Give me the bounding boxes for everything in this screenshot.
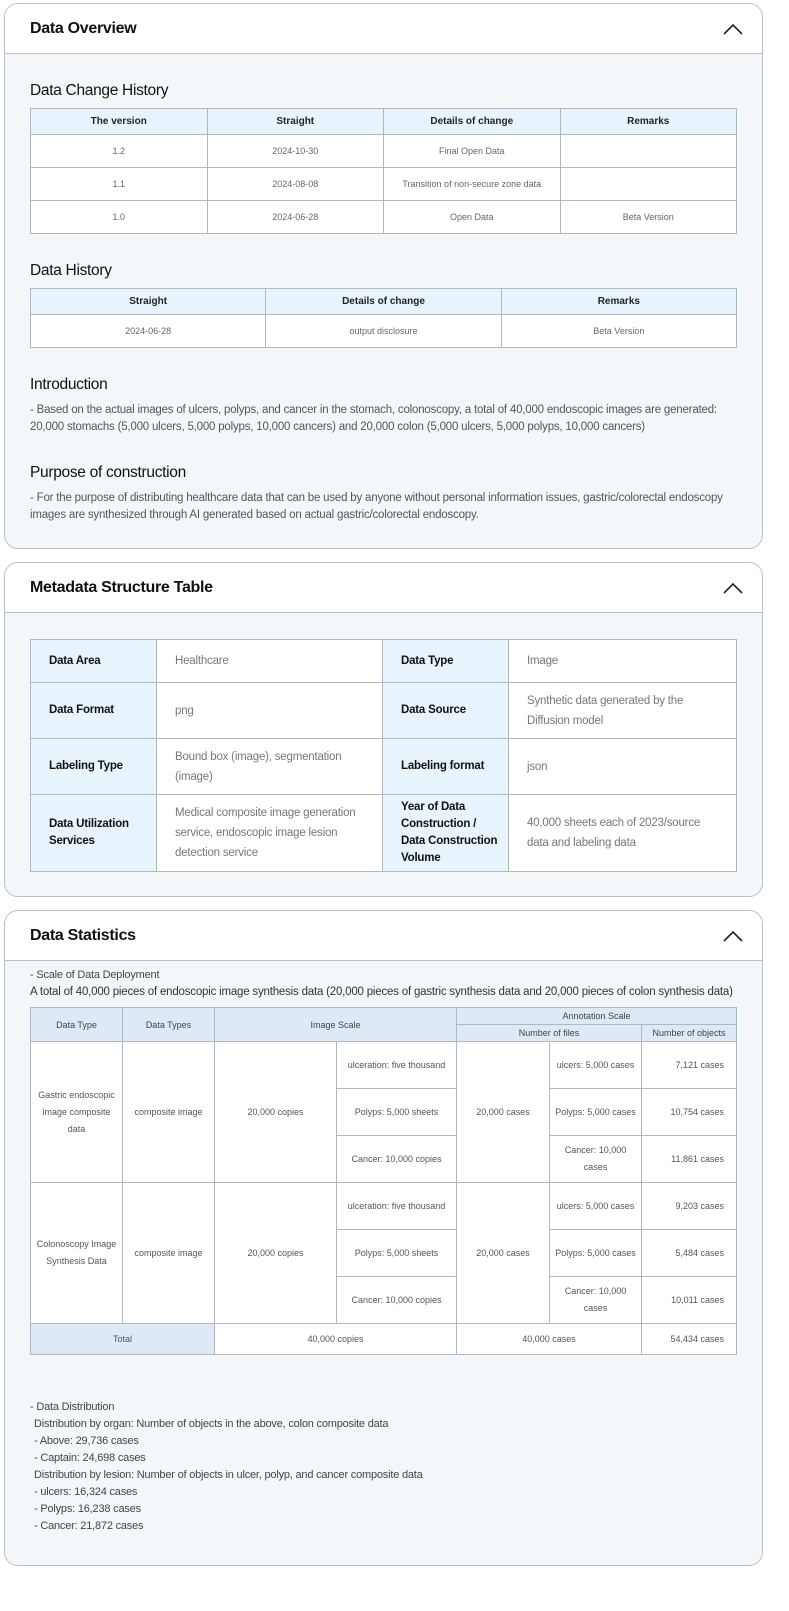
- files-count: Cancer: 10,000 cases: [550, 1136, 642, 1183]
- meta-key: Labeling format: [383, 739, 509, 795]
- introduction-heading: Introduction: [30, 376, 108, 393]
- meta-key: Data Format: [31, 683, 157, 739]
- chevron-up-icon[interactable]: [722, 577, 744, 599]
- date-cell: 2024-06-28: [31, 315, 266, 348]
- image-count: Cancer: 10,000 copies: [337, 1136, 457, 1183]
- total-row: [31, 1324, 737, 1355]
- remarks-cell: [560, 135, 737, 168]
- column-header: Data Types: [123, 1008, 215, 1042]
- group-name: Colonoscopy Image Synthesis Data: [31, 1183, 123, 1324]
- table-row: [31, 683, 737, 739]
- metadata-header[interactable]: [5, 563, 762, 613]
- distribution-line: Distribution by lesion: Number of objects in ulcer, polyp, and cancer composite data: [34, 1469, 423, 1481]
- group-name: Gastric endoscopic image composite data: [31, 1042, 123, 1183]
- files-count: Cancer: 10,000 cases: [550, 1277, 642, 1324]
- meta-value: Bound box (image), segmentation (image): [157, 739, 383, 795]
- meta-key: Year of Data Construction / Data Construction Volume: [383, 795, 509, 872]
- total-files: 40,000 cases: [457, 1324, 642, 1355]
- group-kind: composite image: [123, 1042, 215, 1183]
- meta-value: Image: [509, 640, 737, 683]
- details-cell: Transition of non-secure zone data: [384, 168, 561, 201]
- table-row: [31, 315, 737, 348]
- details-cell: output disclosure: [266, 315, 501, 348]
- remarks-cell: Beta Version: [560, 201, 737, 234]
- files-count: Polyps: 5,000 cases: [550, 1089, 642, 1136]
- image-count: ulceration: five thousand: [337, 1183, 457, 1230]
- table-row: [31, 135, 737, 168]
- details-cell: Open Data: [384, 201, 561, 234]
- date-cell: 2024-06-28: [207, 201, 384, 234]
- meta-key: Data Area: [31, 640, 157, 683]
- column-header: Straight: [31, 289, 266, 315]
- meta-value: json: [509, 739, 737, 795]
- meta-value: 40,000 sheets each of 2023/source data and labeling data: [509, 795, 737, 872]
- column-header: The version: [31, 109, 208, 135]
- version-cell: 1.1: [31, 168, 208, 201]
- column-header: Details of change: [384, 109, 561, 135]
- image-total: 20,000 copies: [215, 1042, 337, 1183]
- chevron-up-icon[interactable]: [722, 925, 744, 947]
- image-count: Polyps: 5,000 sheets: [337, 1089, 457, 1136]
- introduction-text: - Based on the actual images of ulcers, polyps, and cancer in the stomach, colonoscopy, a total of 40,000 endoscopic images are generated: 20,000 stomachs (5,000 ulcers, 5,000 polyps, 10,000 cancers) and 20,000 colon (5,000 ulcers, 5,000 polyps, 10,000 cancers): [30, 404, 717, 433]
- objects-count: 9,203 cases: [642, 1183, 737, 1230]
- chevron-up-icon[interactable]: [722, 18, 744, 40]
- data-distribution: [30, 1399, 737, 1535]
- column-header: Details of change: [266, 289, 501, 315]
- data-history-table: [30, 288, 737, 348]
- meta-key: Data Source: [383, 683, 509, 739]
- meta-value: png: [157, 683, 383, 739]
- image-count: Cancer: 10,000 copies: [337, 1277, 457, 1324]
- panel-title: Data Overview: [30, 19, 137, 37]
- purpose-text: - For the purpose of distributing healthcare data that can be used by anyone without personal information issues, gastric/colorectal endoscopy images are synthesized through AI generated based on actual gastric/colorectal endoscopy.: [30, 492, 723, 521]
- objects-count: 7,121 cases: [642, 1042, 737, 1089]
- meta-value: Medical composite image generation service, endoscopic image lesion detection service: [157, 795, 383, 872]
- purpose-heading: Purpose of construction: [30, 464, 186, 481]
- version-cell: 1.0: [31, 201, 208, 234]
- metadata-panel: [4, 562, 763, 897]
- column-header: Data Type: [31, 1008, 123, 1042]
- column-header: Annotation Scale: [457, 1008, 737, 1025]
- statistics-table: [30, 1007, 737, 1355]
- column-header: Number of objects: [642, 1025, 737, 1042]
- objects-count: 5,484 cases: [642, 1230, 737, 1277]
- change-history-table: [30, 108, 737, 234]
- date-cell: 2024-10-30: [207, 135, 384, 168]
- column-header: Straight: [207, 109, 384, 135]
- details-cell: Final Open Data: [384, 135, 561, 168]
- meta-value: Synthetic data generated by the Diffusion model: [509, 683, 737, 739]
- distribution-line: Distribution by organ: Number of objects in the above, colon composite data: [34, 1418, 389, 1430]
- date-cell: 2024-08-08: [207, 168, 384, 201]
- column-header: Remarks: [560, 109, 737, 135]
- files-count: ulcers: 5,000 cases: [550, 1183, 642, 1230]
- distribution-line: - Polyps: 16,238 cases: [34, 1503, 141, 1515]
- change-history-heading: Data Change History: [30, 82, 169, 99]
- meta-key: Data Utilization Services: [31, 795, 157, 872]
- distribution-heading: - Data Distribution: [30, 1401, 115, 1413]
- distribution-line: - ulcers: 16,324 cases: [34, 1486, 138, 1498]
- files-count: Polyps: 5,000 cases: [550, 1230, 642, 1277]
- column-header: Remarks: [501, 289, 736, 315]
- total-images: 40,000 copies: [215, 1324, 457, 1355]
- scale-label: - Scale of Data Deployment: [30, 969, 160, 981]
- data-history-heading: Data History: [30, 262, 112, 279]
- data-overview-panel: [4, 3, 763, 549]
- panel-title: Data Statistics: [30, 926, 136, 944]
- meta-key: Labeling Type: [31, 739, 157, 795]
- image-count: Polyps: 5,000 sheets: [337, 1230, 457, 1277]
- statistics-header[interactable]: [5, 911, 762, 961]
- data-overview-header[interactable]: [5, 4, 762, 54]
- remarks-cell: Beta Version: [501, 315, 736, 348]
- objects-count: 10,754 cases: [642, 1089, 737, 1136]
- table-row: [31, 640, 737, 683]
- version-cell: 1.2: [31, 135, 208, 168]
- table-row: [31, 1183, 737, 1230]
- files-count: ulcers: 5,000 cases: [550, 1042, 642, 1089]
- image-count: ulceration: five thousand: [337, 1042, 457, 1089]
- column-header: Image Scale: [215, 1008, 457, 1042]
- distribution-line: - Cancer: 21,872 cases: [34, 1520, 144, 1532]
- table-row: [31, 201, 737, 234]
- panel-title: Metadata Structure Table: [30, 578, 213, 596]
- column-header: Number of files: [457, 1025, 642, 1042]
- image-total: 20,000 copies: [215, 1183, 337, 1324]
- table-row: [31, 739, 737, 795]
- distribution-line: - Above: 29,736 cases: [34, 1435, 139, 1447]
- total-label: Total: [31, 1324, 215, 1355]
- remarks-cell: [560, 168, 737, 201]
- table-row: [31, 795, 737, 872]
- files-total: 20,000 cases: [457, 1183, 550, 1324]
- total-objects: 54,434 cases: [642, 1324, 737, 1355]
- distribution-line: - Captain: 24,698 cases: [34, 1452, 146, 1464]
- statistics-panel: [4, 910, 763, 1566]
- table-row: [31, 1042, 737, 1089]
- meta-value: Healthcare: [157, 640, 383, 683]
- scale-text: A total of 40,000 pieces of endoscopic image synthesis data (20,000 pieces of gastric synthesis data and 20,000 pieces of colon synthesis data): [30, 986, 733, 998]
- objects-count: 10,011 cases: [642, 1277, 737, 1324]
- metadata-table: [30, 639, 737, 872]
- meta-key: Data Type: [383, 640, 509, 683]
- table-row: [31, 168, 737, 201]
- group-kind: composite image: [123, 1183, 215, 1324]
- objects-count: 11,861 cases: [642, 1136, 737, 1183]
- files-total: 20,000 cases: [457, 1042, 550, 1183]
